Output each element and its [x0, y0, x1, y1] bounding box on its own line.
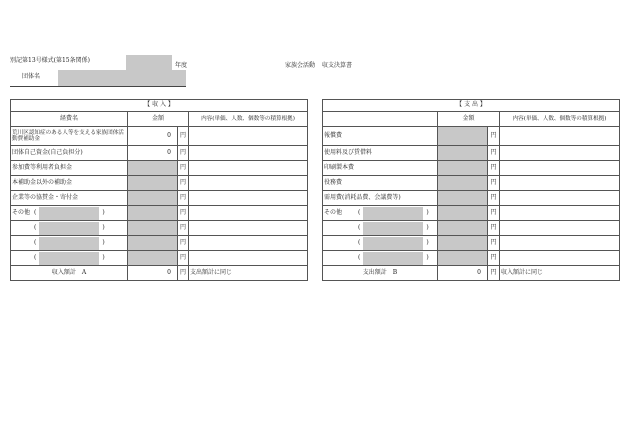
yen-unit: 円: [488, 251, 500, 266]
expense-amount-input[interactable]: [438, 221, 488, 236]
expense-detail-cell[interactable]: [500, 221, 620, 236]
income-row-label: 企業等の協賛金・寄付金: [11, 191, 128, 206]
close-paren: ): [102, 223, 105, 231]
income-total-amount: 0: [128, 266, 178, 281]
income-amount-input[interactable]: [128, 206, 178, 221]
yen-unit: 円: [178, 146, 189, 161]
expense-other-row: [323, 221, 438, 236]
yen-unit: 円: [178, 251, 189, 266]
close-paren: ): [426, 253, 429, 261]
income-amount-input[interactable]: [128, 251, 178, 266]
income-amount-input[interactable]: [128, 176, 178, 191]
open-paren: (: [34, 238, 37, 246]
close-paren: ): [426, 238, 429, 246]
expense-detail-cell[interactable]: [500, 236, 620, 251]
expense-amount-input[interactable]: [438, 176, 488, 191]
yen-unit: 円: [488, 221, 500, 236]
income-other-row: [11, 206, 128, 221]
income-title: 【 収 入 】: [11, 100, 308, 112]
close-paren: ): [102, 253, 105, 261]
other-name-input[interactable]: [39, 222, 99, 235]
expense-total-label: 支出額計 B: [323, 266, 438, 281]
yen-unit: 円: [488, 206, 500, 221]
income-detail-cell[interactable]: [189, 146, 308, 161]
income-amount-cell[interactable]: 0: [128, 146, 178, 161]
open-paren: (: [34, 223, 37, 231]
income-col-item: 経費名: [11, 112, 128, 127]
expense-detail-cell[interactable]: [500, 206, 620, 221]
yen-unit: 円: [178, 176, 189, 191]
expense-amount-input[interactable]: [438, 127, 488, 146]
expense-total-amount: 0: [438, 266, 488, 281]
other-name-input[interactable]: [39, 207, 99, 220]
income-table: [10, 99, 308, 281]
expense-col-detail: 内容(単価、人数、個数等の積算根拠): [500, 112, 620, 127]
expense-amount-input[interactable]: [438, 236, 488, 251]
open-paren: (: [358, 253, 361, 261]
expense-detail-cell[interactable]: [500, 191, 620, 206]
expense-other-row: [323, 206, 438, 221]
expense-table: [322, 99, 620, 281]
yen-unit: 円: [178, 236, 189, 251]
expense-other-row: [323, 251, 438, 266]
expense-amount-input[interactable]: [438, 206, 488, 221]
income-other-row: [11, 221, 128, 236]
income-detail-cell[interactable]: [189, 236, 308, 251]
organization-underline: [10, 86, 186, 87]
organization-label: 団体名: [22, 73, 41, 80]
yen-unit: 円: [178, 191, 189, 206]
income-total-note: 支出額計に同じ: [189, 266, 308, 281]
income-detail-cell[interactable]: [189, 176, 308, 191]
other-label: その他: [12, 208, 31, 216]
form-number: 別記第13号様式(第15条関係): [10, 57, 90, 64]
document-title: 収支決算書: [322, 62, 353, 69]
other-name-input[interactable]: [363, 222, 423, 235]
expense-detail-cell[interactable]: [500, 251, 620, 266]
yen-unit: 円: [178, 266, 189, 281]
yen-unit: 円: [488, 176, 500, 191]
expense-amount-input[interactable]: [438, 191, 488, 206]
expense-row-label: 報償費: [323, 127, 438, 146]
yen-unit: 円: [488, 127, 500, 146]
expense-col-amount: 金額: [438, 112, 500, 127]
other-name-input[interactable]: [363, 207, 423, 220]
close-paren: ): [426, 208, 429, 216]
close-paren: ): [102, 208, 105, 216]
income-row-label: 本補助金以外の補助金: [11, 176, 128, 191]
yen-unit: 円: [488, 266, 500, 281]
income-amount-cell[interactable]: 0: [128, 127, 178, 146]
open-paren: (: [34, 253, 37, 261]
expense-amount-input[interactable]: [438, 251, 488, 266]
open-paren: (: [34, 208, 37, 216]
yen-unit: 円: [178, 127, 189, 146]
open-paren: (: [358, 223, 361, 231]
income-amount-input[interactable]: [128, 236, 178, 251]
income-amount-input[interactable]: [128, 191, 178, 206]
yen-unit: 円: [178, 206, 189, 221]
income-detail-cell[interactable]: [189, 191, 308, 206]
income-row-label: 荒川区認知症のある人等を支える家族団体活動費補助金: [11, 127, 128, 146]
expense-row-label: 需用費(消耗品費、会議費等): [323, 191, 438, 206]
yen-unit: 円: [488, 191, 500, 206]
expense-title: 【 支 出 】: [323, 100, 620, 112]
close-paren: ): [426, 223, 429, 231]
other-label: その他: [324, 208, 343, 216]
income-row-label: 団体自己資金(自己負担分): [11, 146, 128, 161]
yen-unit: 円: [178, 161, 189, 176]
income-detail-cell[interactable]: [189, 127, 308, 146]
expense-detail-cell[interactable]: [500, 127, 620, 146]
other-name-input[interactable]: [39, 252, 99, 265]
close-paren: ): [102, 238, 105, 246]
income-detail-cell[interactable]: [189, 161, 308, 176]
income-amount-input[interactable]: [128, 161, 178, 176]
expense-row-label: 使用料及び賃借料: [323, 146, 438, 161]
expense-detail-cell[interactable]: [500, 161, 620, 176]
open-paren: (: [358, 238, 361, 246]
expense-total-note: 収入額計に同じ: [500, 266, 620, 281]
fiscal-year-field[interactable]: [126, 55, 172, 70]
income-col-detail: 内容(単価、人数、個数等の積算根拠): [189, 112, 308, 127]
income-amount-input[interactable]: [128, 221, 178, 236]
income-col-amount: 金額: [128, 112, 189, 127]
yen-unit: 円: [488, 161, 500, 176]
other-name-input[interactable]: [39, 237, 99, 250]
income-other-row: [11, 236, 128, 251]
income-detail-cell[interactable]: [189, 221, 308, 236]
income-detail-cell[interactable]: [189, 206, 308, 221]
expense-other-row: [323, 236, 438, 251]
expense-amount-input[interactable]: [438, 146, 488, 161]
expense-amount-input[interactable]: [438, 161, 488, 176]
expense-row-label: 印刷製本費: [323, 161, 438, 176]
expense-detail-cell[interactable]: [500, 176, 620, 191]
income-total-label: 収入額計 A: [11, 266, 128, 281]
activity-label: 家族会活動: [285, 62, 316, 69]
yen-unit: 円: [488, 146, 500, 161]
income-detail-cell[interactable]: [189, 251, 308, 266]
income-other-row: [11, 251, 128, 266]
fiscal-year-suffix: 年度: [175, 62, 188, 69]
expense-col-item: [323, 112, 438, 127]
yen-unit: 円: [178, 221, 189, 236]
other-name-input[interactable]: [363, 237, 423, 250]
other-name-input[interactable]: [363, 252, 423, 265]
expense-row-label: 役務費: [323, 176, 438, 191]
yen-unit: 円: [488, 236, 500, 251]
open-paren: (: [358, 208, 361, 216]
income-row-label: 参加費等利用者負担金: [11, 161, 128, 176]
organization-name-field[interactable]: [58, 70, 186, 86]
expense-detail-cell[interactable]: [500, 146, 620, 161]
